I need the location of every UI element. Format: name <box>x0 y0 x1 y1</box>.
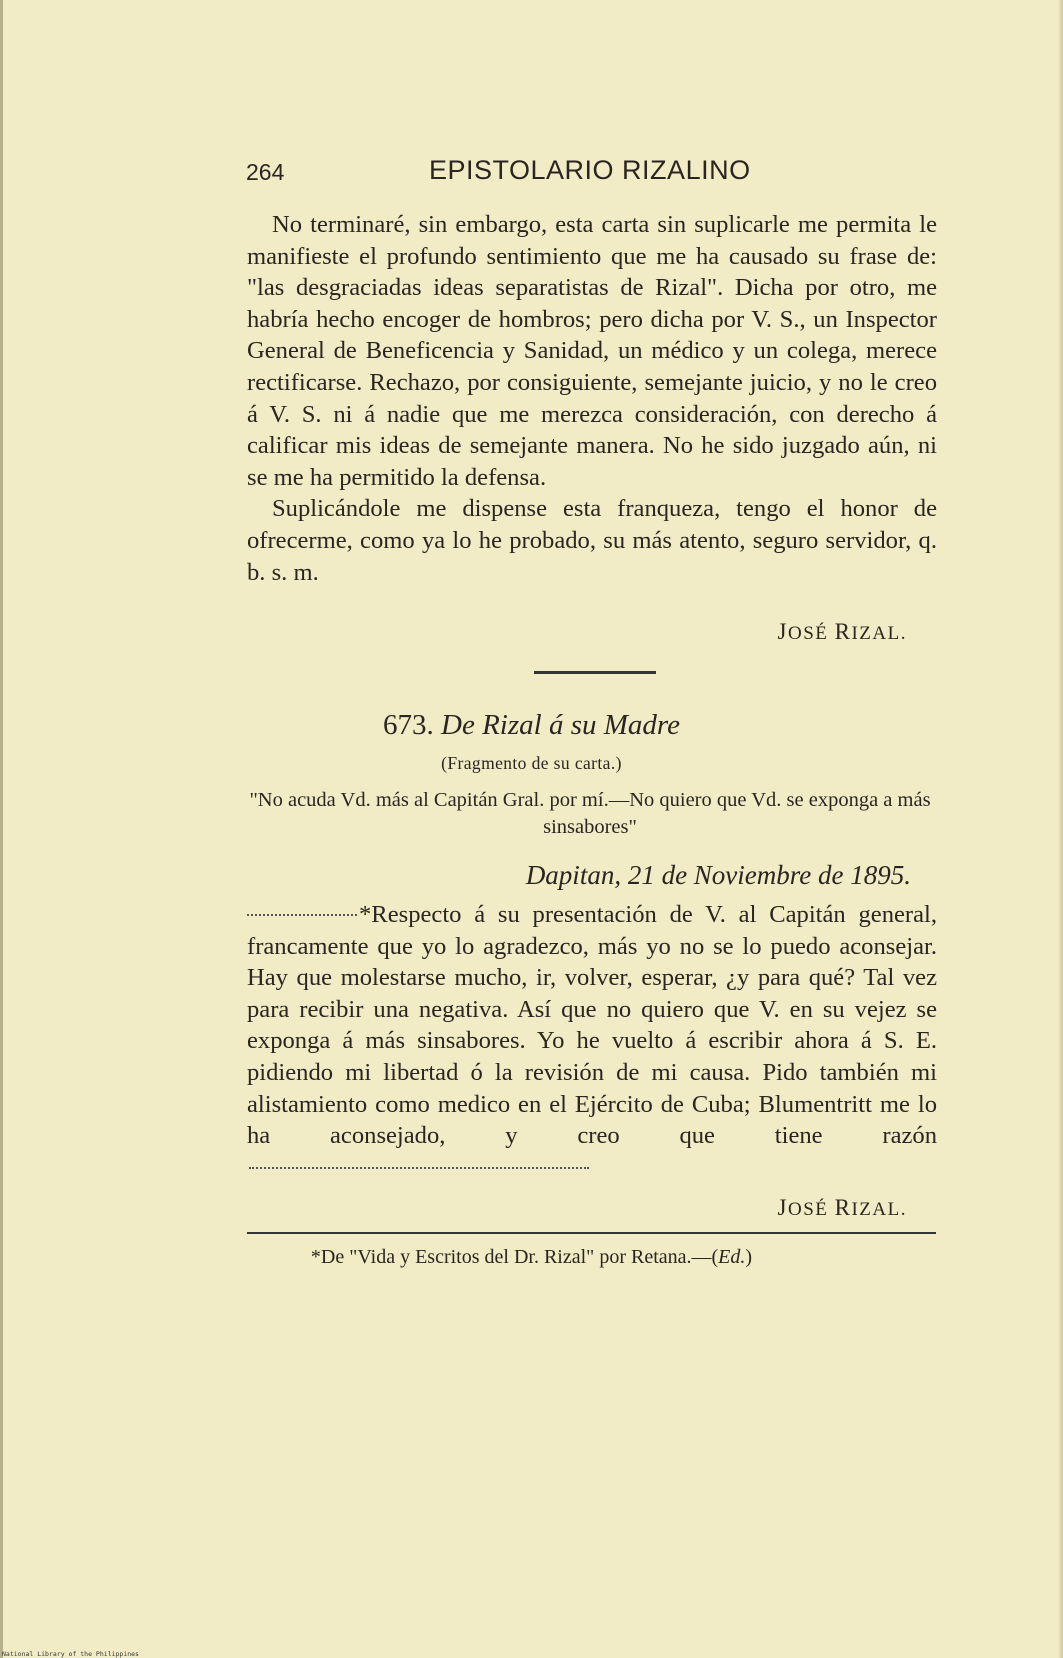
letter-number: 673. <box>383 709 434 741</box>
dateline: Dapitan, 21 de Noviembre de 1895. <box>525 860 911 890</box>
letter-title: De Rizal á su Madre <box>441 709 680 741</box>
letter-summary: "No acuda Vd. más al Capitán Gral. por mí.—No quiero que Vd. se exponga a más sinsabores" <box>249 789 931 838</box>
page-number: 264 <box>246 159 285 185</box>
page-edge-left <box>0 0 3 1658</box>
footnote-rule <box>247 1232 936 1234</box>
signature: JOSÉ RIZAL. <box>777 1195 907 1220</box>
first-letter-text <box>247 209 937 588</box>
page-edge-right <box>1058 0 1063 1658</box>
paragraph: Suplicándole me dispense esta franqueza, tengo el honor de ofrecerme, como ya lo he probado, su más atento, seguro servidor, q. b. s. m. <box>247 495 937 586</box>
paragraph: No terminaré, sin embargo, esta carta sin suplicarle me permita le manifieste el profundo sentimiento que me ha causado su frase de: "las desgraciadas ideas separatistas de Rizal". Dicha por otro, me habría hecho encoger de hombros; pero dicha por V. S., un Inspector General de Beneficencia y Sanidad, un médico y un colega, merece rectificarse. Rechazo, por consiguiente, semejante juicio, y no le creo á V. S. ni á nadie que me merezca consideración, con derecho á calificar mis ideas de semejante manera. No he sido juzgado aún, ni se me ha permitido la defensa. <box>247 211 937 491</box>
dot-leader <box>249 1167 589 1169</box>
letter-heading <box>0 709 1063 742</box>
dot-leader <box>247 914 357 916</box>
footnote: *De "Vida y Escritos del Dr. Rizal" por Retana.—(Ed.) <box>310 1246 753 1268</box>
page-header <box>246 155 936 191</box>
running-title: EPISTOLARIO RIZALINO <box>429 155 751 185</box>
fragment-note: (Fragmento de su carta.) <box>441 753 622 773</box>
signature: JOSÉ RIZAL. <box>777 619 907 644</box>
section-divider <box>534 671 656 674</box>
second-letter-text <box>247 899 937 1183</box>
letter-body: *Respecto á su presentación de V. al Capitán general, francamente que yo lo agradezco, más yo no se lo puedo aconsejar. Hay que molestarse mucho, ir, volver, esperar, ¿y para qué? Tal vez para recibir una negativa. Así que no quiero que V. en su vejez se exponga á más sinsabores. Yo he vuelto á escribir ahora á S. E. pidiendo mi libertad ó la revisión de mi causa. Pido también mi alistamiento como medico en el Ejército de Cuba; Blumentritt me lo ha aconsejado, y creo que tiene razón <box>247 899 937 1183</box>
library-credit: National Library of the Philippines <box>2 1650 139 1658</box>
